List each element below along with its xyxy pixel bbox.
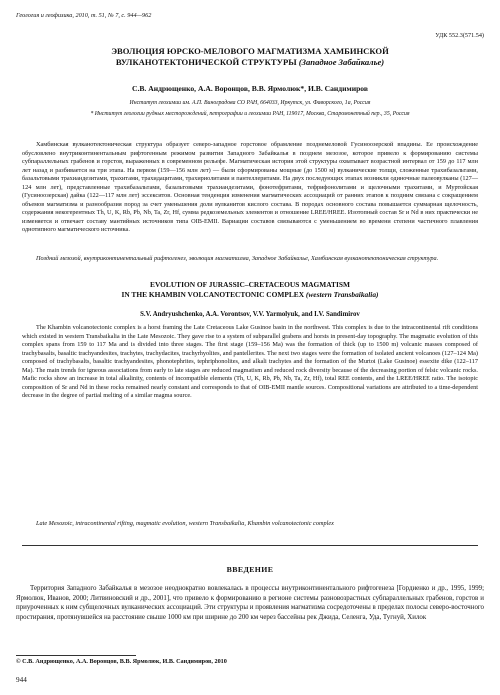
copyright-notice: © С.В. Андрющенко, А.А. Воронцов, В.В. Ярмолюк, И.В. Сандимиров, 2010 [16, 658, 227, 665]
russian-authors: С.В. Андрющенко, А.А. Воронцов, В.В. Ярмолюк*, И.В. Сандимиров [131, 84, 369, 93]
russian-abstract: Хамбинская вулканотектоническая структура образует северо-западное горстовое обрамление позднемеловой Гусиноозерской впадины. Ее происхождение обусловлено внутриконтинентальным рифтогенным режимом развития Западного Забайкалья в позднем мезозое, которое привело к формированию системы субпараллельных грабенов и горстов, выраженных в современном рельефе. Магматическая история этой структуры охватывает возрастной интервал от 159 до 117 млн лет назад и разбивается на три этапа. На первом (159—156 млн лет) — были сформированы мощные (до 1500 м) вулканические толщи, сложенные трахибазальтами, базальтовыми трахиандезитами, трахитами, трахидацитами, трахириолитами и пантеллеритами. На двух последующих этапах возникли одиночные палеовулканы (127—124 млн лет), представленные трахибазальтами, базальтовыми трахиандезитами, фонотефритами, тефрифонолитами и щелочными трахитами, и Муртойская (Гусиноозерская) дайка (122—117 млн лет) эссекситов. Основная тенденция изменения магматических ассоциаций от ранних этапов к поздним связана с сокращением объемов магматизма и разнообразия пород за счет уменьшения доли вулканитов кислого состава. В породах основного состава повышается суммарная щелочность, содержания некогерентных Th, U, K, Rb, Pb, Nb, Ta, Zr, Hf, сумма редкоземельных элементов и отношение LREE/HREE. Изотопный состав Sr и Nd в них практически не изменяется и отвечает составу мантийных источников типа OIB-EMII. Вариации составов связываются с уменьшением во времени степени частичного плавления однотипного магматического источника. [22, 141, 478, 234]
section-divider [22, 545, 478, 546]
page-number: 944 [16, 676, 27, 684]
english-abstract: The Khambin volcanotectonic complex is a horst framing the Late Cretaceous Lake Gusinoe basin in the northwest. This complex is due to the intracontinental rift conditions which existed in western Transbaikalia in the Late Mesozoic. They gave rise to a system of subparallel grabens and horsts in present-day topography. The magmatic evolution of this complex spans from 159 to 117 Ma and is divided into three stages. The first stage (159–156 Ma) was the formation of thick (up to 1500 m) volcanic masses composed of trachybasalts, basaltic trachyandesites, trachytes, trachydacites, trachyrhyolites, and pantellerites. The next two stages were the formation of isolated ancient volcanoes (127–124 Ma) composed of trachybasalts, basaltic trachyandesites, phonotephrites, tephriphonolites, and alkali trachytes and the formation of the Murtoi (Lake Gusinoe) essexite dike (122–117 Ma). The main trends for igneous associations from early to late stages are reduced magmatism and reduced rock diversity because of the decreasing portion of felsic volcanic rocks. Mafic rocks show an increase in total alkalinity, contents of incompatible elements (Th, U, K, Rb, Pb, Nb, Ta, Zr, Hf), total REE contents, and the LREE/HREE ratio. The isotopic composition of Sr and Nd in these rocks remained nearly constant and corresponds to that of OIB-EMII mantle sources. Compositional variations are attributed to a time-dependent decrease in the degree of partial melting of a similar magma source. [22, 324, 478, 399]
introduction-text: Территория Западного Забайкалья в мезозое неоднократно вовлекалась в процессы внутриконтинентального рифтогенеза [Гордиенко и др., 1995, 1999; Ярмолюк, Иванов, 2000; Литвиновский и др., 2001], что привело к формированию в регионе системы разновозрастных субпараллельных грабенов, горстов и приуроченных к ним субщелочных вулканических ассоциаций. Эти структуры и проявления магматизма сосредоточены в пределах полосы северо-восточного простирания, протянувшейся на расстояние свыше 1000 км при ширине до 200 км через бассейны рек Джида, Селенга, Уда, Тугнуй, Хилок [16, 585, 484, 621]
russian-title-line2-text: ВУЛКАНОТЕКТОНИЧЕСКОЙ СТРУКТУРЫ [115, 57, 299, 67]
english-title-region: (western Transbaikalia) [305, 289, 379, 299]
journal-citation: Геология и геофизика, 2010, т. 51, № 7, с. 944—962 [16, 12, 152, 19]
affiliation-1: Институт геохимии им. А.П. Виноградова СО РАН, 664033, Иркутск, ул. Фаворского, 1а, Россия [129, 100, 371, 106]
footnote-divider [16, 655, 136, 656]
udk-code: УДК 552.3(571.54) [435, 32, 484, 39]
english-authors: S.V. Andryushchenko, A.A. Vorontsov, V.V. Yarmolyuk, and I.V. Sandimirov [140, 311, 360, 318]
russian-title-region: (Западное Забайкалье) [298, 57, 385, 67]
english-title [30, 280, 470, 299]
russian-title [30, 46, 470, 68]
russian-title-line2 [30, 57, 470, 68]
english-title-line1: EVOLUTION OF JURASSIC–CRETACEOUS MAGMATISM [150, 280, 350, 289]
english-keywords: Late Mesozoic, intracontinental rifting, magmatic evolution, western Transbaikalia, Khambin volcanotectonic complex [36, 520, 334, 527]
russian-keywords: Поздний мезозой, внутриконтинентальный рифтогенез, эволюция магматизма, Западное Забайкалье, Хамбинская вулканотектоническая структура. [36, 255, 439, 262]
english-title-line2-text: IN THE KHAMBIN VOLCANOTECTONIC COMPLEX [121, 289, 306, 299]
russian-title-line1: ЭВОЛЮЦИЯ ЮРСКО-МЕЛОВОГО МАГМАТИЗМА ХАМБИНСКОЙ [111, 46, 389, 56]
english-title-line2 [30, 290, 470, 300]
introduction-heading: ВВЕДЕНИЕ [226, 565, 274, 574]
affiliation-2: * Институт геологии рудных месторождений, петрографии и геохимии РАН, 119017, Москва, Старомонетный пер., 35, Россия [90, 111, 410, 117]
